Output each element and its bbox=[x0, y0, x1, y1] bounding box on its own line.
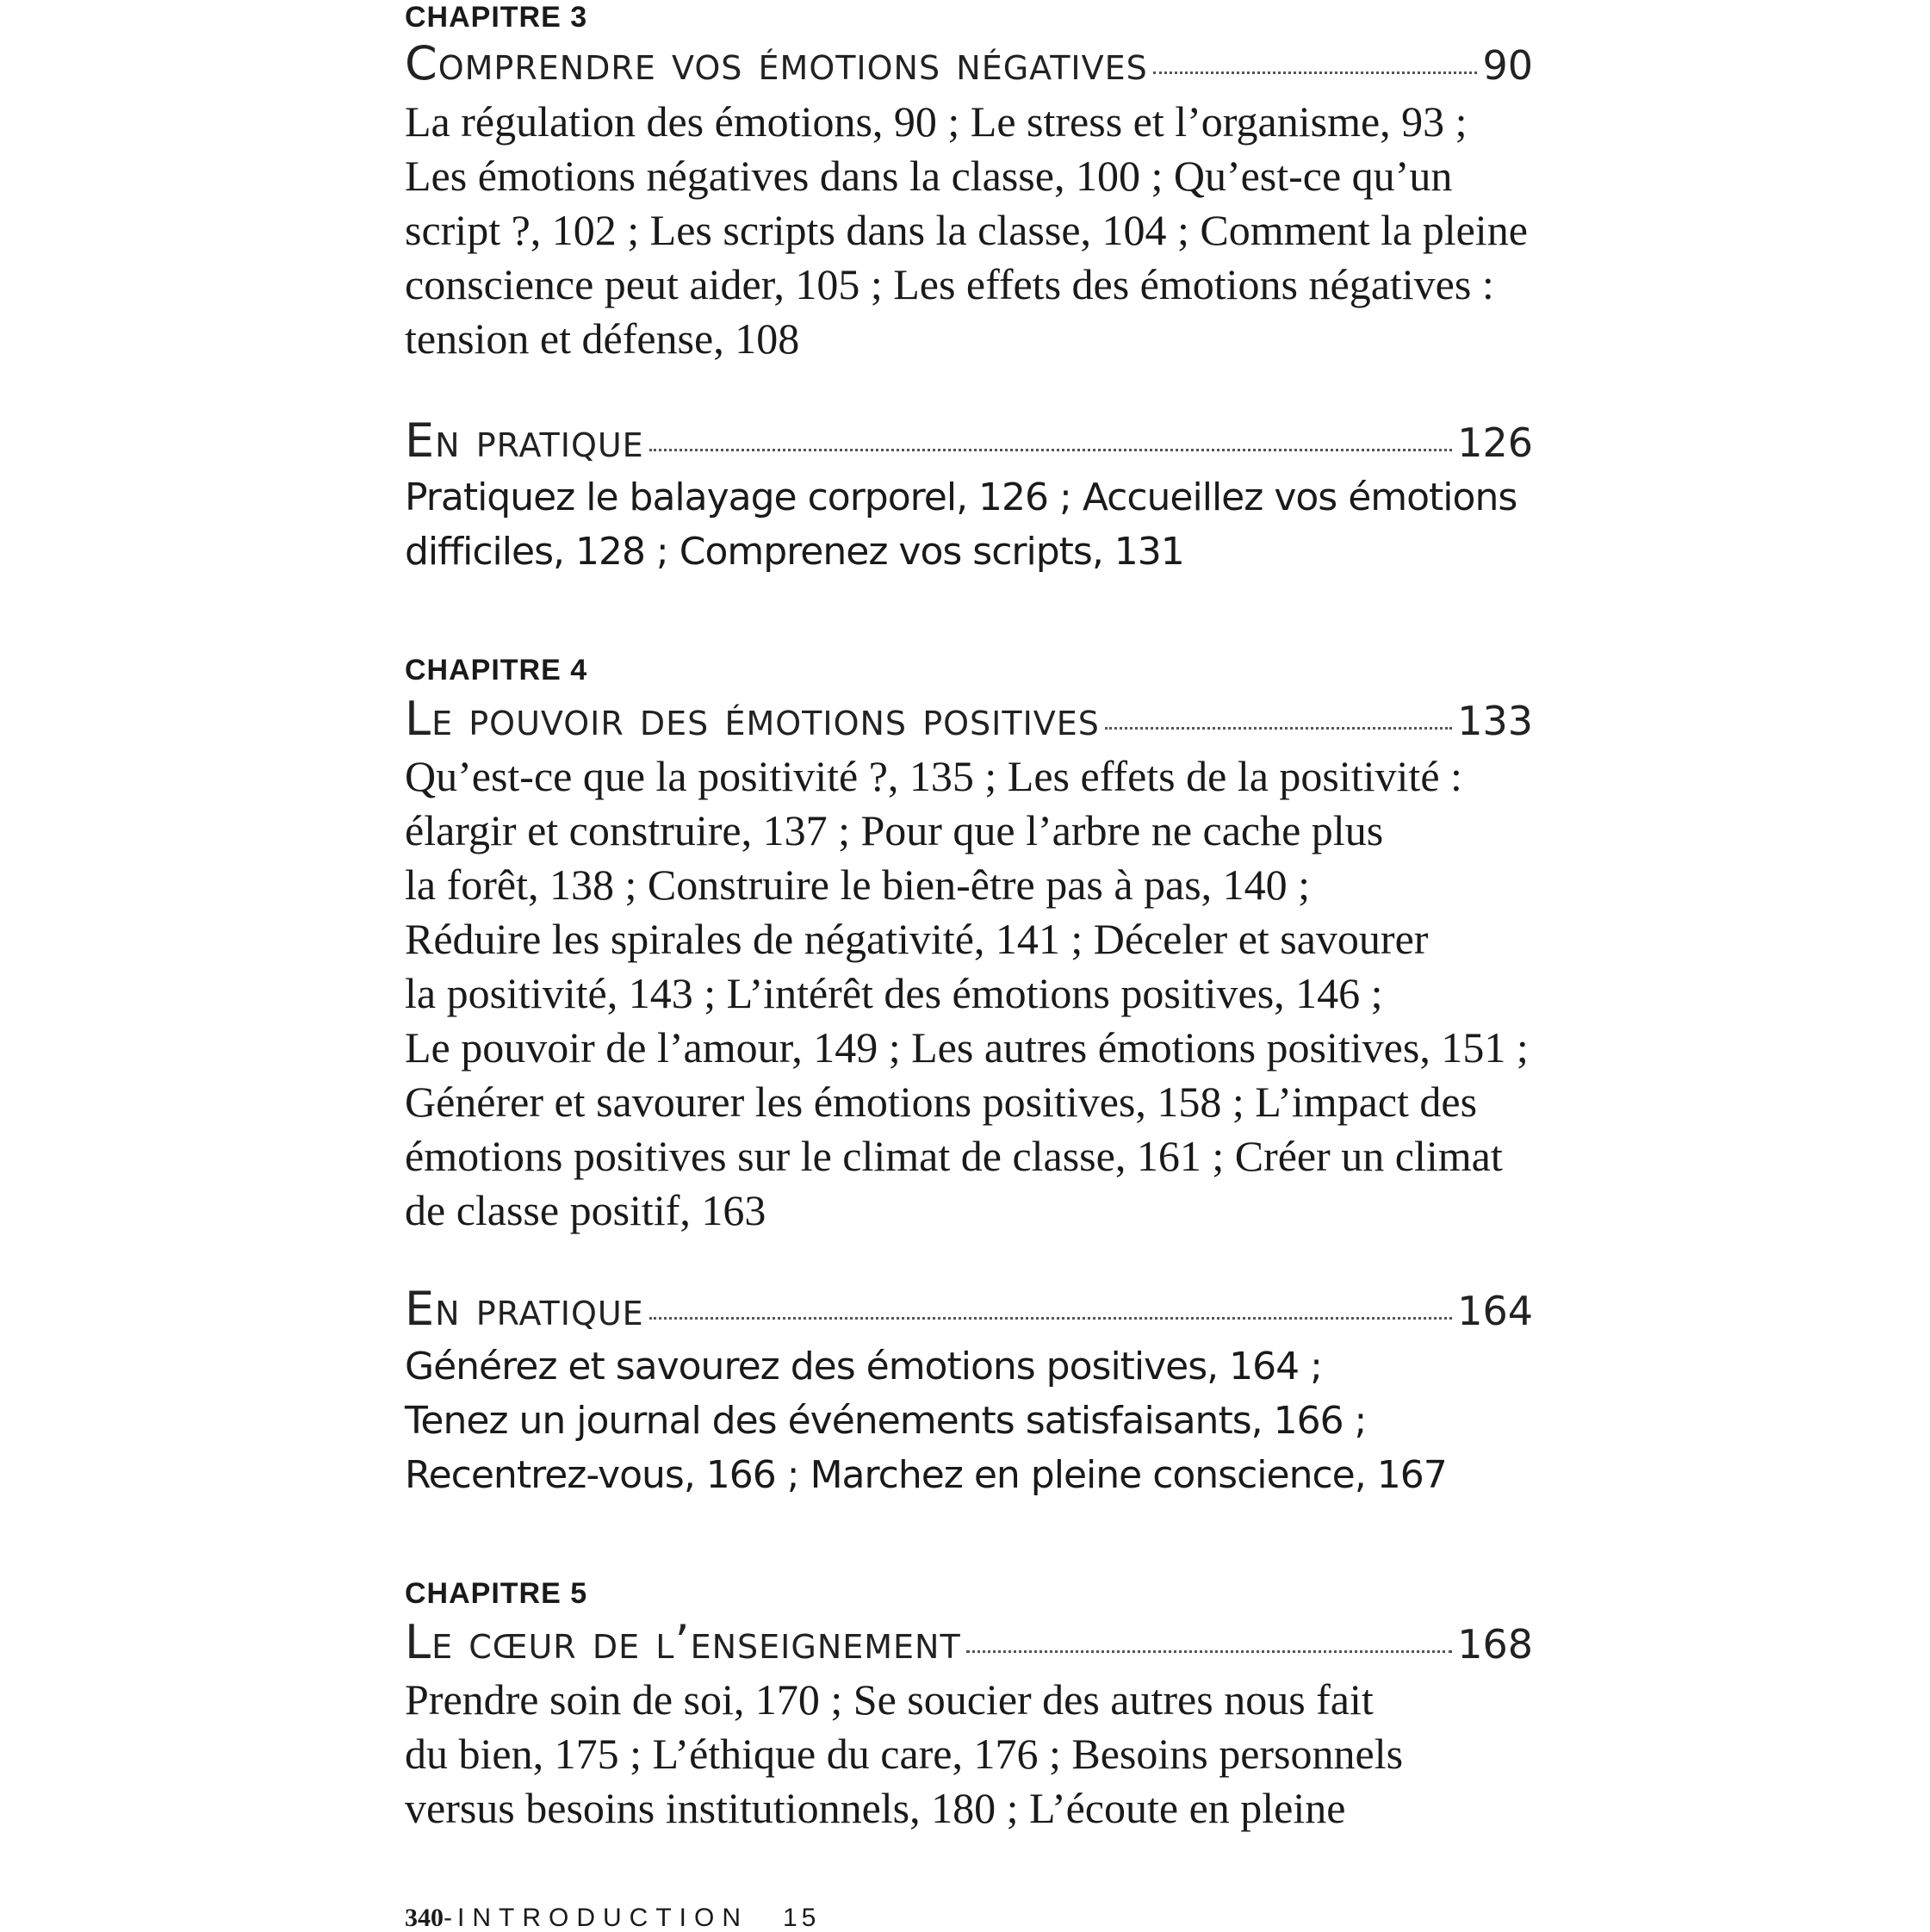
contents-line: Réduire les spirales de négativité, 141 ; Déceler et savourer bbox=[405, 915, 1429, 963]
contents-line: Prendre soin de soi, 170 ; Se soucier des autres nous fait bbox=[405, 1675, 1374, 1724]
chapter-5-contents bbox=[405, 1673, 1403, 1836]
contents-line: versus besoins institutionnels, 180 ; L’écoute en pleine bbox=[405, 1784, 1346, 1832]
dot-leader bbox=[649, 449, 1453, 451]
page-number: 126 bbox=[1457, 419, 1533, 466]
dot-leader bbox=[966, 1650, 1452, 1653]
contents-line: Qu’est-ce que la positivité ?, 135 ; Les effets de la positivité : bbox=[405, 752, 1462, 800]
contents-line: Générez et savourez des émotions positives, 164 ; bbox=[405, 1345, 1322, 1388]
page-number: 90 bbox=[1482, 42, 1533, 89]
chapter-4-practice-contents bbox=[405, 1339, 1447, 1502]
dot-leader bbox=[649, 1317, 1453, 1320]
contents-line: conscience peut aider, 105 ; Les effets des émotions négatives : bbox=[405, 260, 1494, 308]
contents-line: Générer et savourer les émotions positives, 158 ; L’impact des bbox=[405, 1078, 1478, 1126]
practice-title: En pratique bbox=[405, 413, 644, 468]
chapter-3-practice-contents bbox=[405, 470, 1517, 579]
contents-line: la forêt, 138 ; Construire le bien-être pas à pas, 140 ; bbox=[405, 860, 1311, 909]
contents-line: La régulation des émotions, 90 ; Le stress et l’organisme, 93 ; bbox=[405, 97, 1468, 146]
dot-leader bbox=[1153, 71, 1478, 74]
contents-line: de classe positif, 163 bbox=[405, 1186, 766, 1234]
contents-line: Le pouvoir de l’amour, 149 ; Les autres émotions positives, 151 ; bbox=[405, 1023, 1529, 1072]
chapter-4-heading bbox=[405, 692, 1533, 749]
contents-line: la positivité, 143 ; L’intérêt des émotions positives, 146 ; bbox=[405, 969, 1383, 1017]
chapter-3-contents bbox=[405, 95, 1528, 366]
chapter-5-label: CHAPITRE 5 bbox=[405, 1577, 588, 1610]
footer-section: INTRODUCTION bbox=[457, 1904, 748, 1932]
chapter-4-contents bbox=[405, 749, 1529, 1238]
page-number: 168 bbox=[1457, 1621, 1533, 1668]
chapter-title: Comprendre vos émotions négatives bbox=[405, 36, 1148, 90]
contents-line: du bien, 175 ; L’éthique du care, 176 ; Besoins personnels bbox=[405, 1730, 1404, 1778]
contents-line: tension et défense, 108 bbox=[405, 314, 800, 363]
contents-line: Les émotions négatives dans la classe, 100 ; Qu’est-ce qu’un bbox=[405, 152, 1453, 200]
chapter-3-practice-heading bbox=[405, 413, 1533, 470]
footer-page-number: 340 bbox=[405, 1904, 444, 1932]
page-footer bbox=[405, 1905, 820, 1931]
contents-line: Recentrez-vous, 166 ; Marchez en pleine conscience, 167 bbox=[405, 1453, 1447, 1497]
chapter-3-label: CHAPITRE 3 bbox=[405, 1, 588, 34]
footer-separator: - bbox=[444, 1904, 452, 1932]
chapter-4-label: CHAPITRE 4 bbox=[405, 654, 588, 686]
practice-title: En pratique bbox=[405, 1282, 644, 1336]
contents-line: Tenez un journal des événements satisfaisants, 166 ; bbox=[405, 1399, 1367, 1443]
contents-line: script ?, 102 ; Les scripts dans la classe, 104 ; Comment la pleine bbox=[405, 206, 1528, 254]
contents-line: émotions positives sur le climat de classe, 161 ; Créer un climat bbox=[405, 1132, 1503, 1180]
chapter-title: Le pouvoir des émotions positives bbox=[405, 692, 1100, 746]
contents-line: Pratiquez le balayage corporel, 126 ; Accueillez vos émotions bbox=[405, 475, 1517, 519]
chapter-3-heading bbox=[405, 36, 1533, 93]
dot-leader bbox=[1105, 727, 1452, 730]
page-number: 133 bbox=[1457, 698, 1533, 744]
page-number: 164 bbox=[1457, 1288, 1533, 1334]
footer-folio: 15 bbox=[782, 1904, 821, 1932]
contents-line: élargir et construire, 137 ; Pour que l’arbre ne cache plus bbox=[405, 806, 1384, 854]
chapter-4-practice-heading bbox=[405, 1282, 1533, 1339]
chapter-title: Le cœur de l’enseignement bbox=[405, 1615, 961, 1669]
contents-line: difficiles, 128 ; Comprenez vos scripts, 131 bbox=[405, 530, 1184, 574]
chapter-5-heading bbox=[405, 1615, 1533, 1672]
